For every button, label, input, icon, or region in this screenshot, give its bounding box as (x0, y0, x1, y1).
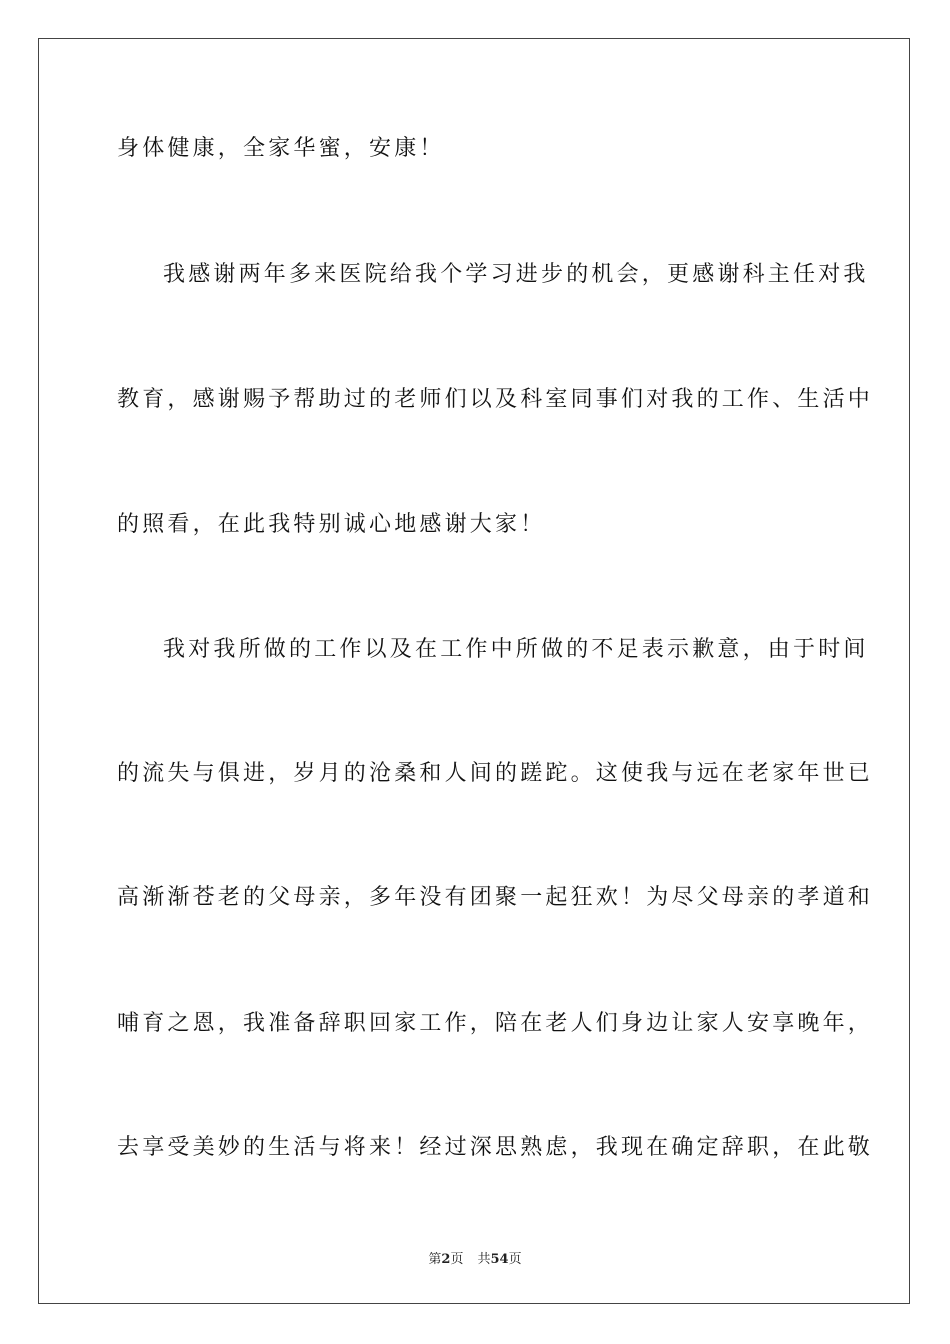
page-number: 2 (441, 1252, 451, 1267)
page-footer (0, 1248, 950, 1267)
total-prefix: 共 (477, 1252, 491, 1267)
text-line: 的照看，在此我特别诚心地感谢大家！ (117, 512, 546, 537)
text-line: 哺育之恩，我准备辞职回家工作，陪在老人们身边让家人安享晚年， (117, 1011, 874, 1036)
total-suffix: 页 (508, 1252, 522, 1267)
text-line: 教育，感谢赐予帮助过的老师们以及科室同事们对我的工作、生活中 (117, 387, 874, 412)
page-frame (38, 38, 910, 1304)
page-suffix: 页 (450, 1252, 464, 1267)
text-line: 我感谢两年多来医院给我个学习进步的机会，更感谢科主任对我 (163, 262, 869, 287)
text-line: 我对我所做的工作以及在工作中所做的不足表示歉意，由于时间 (163, 637, 869, 662)
text-line: 身体健康，全家华蜜，安康！ (117, 136, 445, 161)
text-line: 的流失与俱进，岁月的沧桑和人间的蹉跎。这使我与远在老家年世已 (117, 761, 874, 786)
page-prefix: 第 (428, 1252, 442, 1267)
text-line: 高渐渐苍老的父母亲，多年没有团聚一起狂欢！为尽父母亲的孝道和 (117, 885, 874, 910)
total-pages: 54 (490, 1252, 509, 1267)
text-line: 去享受美妙的生活与将来！经过深思熟虑，我现在确定辞职，在此敬 (117, 1135, 874, 1160)
